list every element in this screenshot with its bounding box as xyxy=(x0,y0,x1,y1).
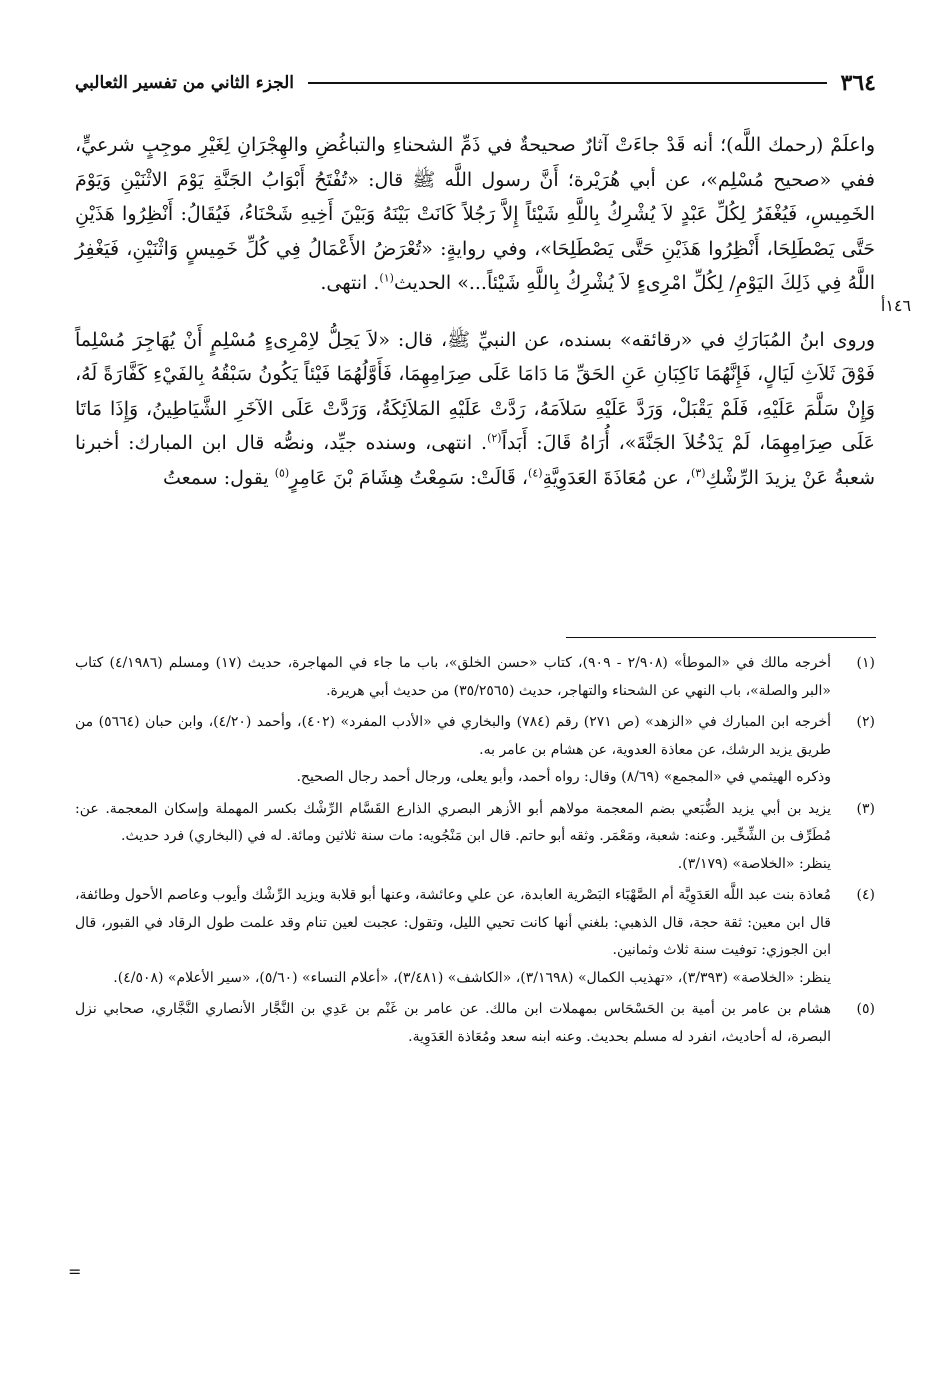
footnotes xyxy=(75,650,875,1055)
footnote-body xyxy=(75,650,831,705)
footnote-line: ينظر: «الخلاصة» (٣/٣٩٣)، «تهذيب الكمال» (٣/١٦٩٨)، «الكاشف» (٣/٤٨١)، «أعلام النساء» (٥/٦٠)، «سير الأعلام» (٤/٥٠٨). xyxy=(113,969,831,986)
footnote-body xyxy=(75,796,831,879)
footnote-number: (٣) xyxy=(856,800,875,817)
paragraph-2-cont: . انتهى، وسنده جيِّد، ونصُّه قال ابن المبارك: أخبرنا شعبةُ عَنْ يزيدَ الرِّشْكِ xyxy=(75,432,875,489)
footnote-line: يزيد بن أبي يزيد الضُّبَعي بضم المعجمة مولاهم أبو الأزهر البصري الذارع القَسَّام الرِّشْك بكسر المهملة وإسكان المعجمة. عن: مُطَرِّف بن الشِّخِّير. وعنه: شعبة، ومَعْمَر. وثقه أبو حاتم. قال ابن مَنْجُويه: مات سنة ثلاثين ومائة. له في (البخاري) فرد حديث. xyxy=(75,800,831,844)
note-ref-4: (٤) xyxy=(528,466,543,480)
footnote-line: مُعاذة بنت عبد اللَّه العَدَوِيَّة أم الصَّهْبَاء البَصْرية العابدة، عن علي وعائشة، وعنها أبو قلابة ويزيد الرِّشْك وأيوب وعاصم الأحول وطائفة، قال ابن معين: ثقة حجة، قال الذهبي: بلغني أنها كانت تحيي الليل، وتقول: عجبت لعين تنام وقد علمت طول الرقاد في القبور، قال ابن الجوزي: توفيت سنة ثلاث وثمانين. xyxy=(75,887,831,958)
footnote-line: أخرجه ابن المبارك في «الزهد» (ص ٢٧١) رقم (٧٨٤) والبخاري في «الأدب المفرد» (٤٠٢)، وأحمد (٤/٢٠)، وابن حبان (٥٦٦٤) من طريق يزيد الرشك، عن معاذة العدوية، عن هشام بن عامر به. xyxy=(75,714,831,758)
margin-manuscript-ref: ١٤٦أ xyxy=(880,296,912,315)
header-rule xyxy=(308,82,827,84)
footnote-number: (٢) xyxy=(856,714,875,730)
note-ref-2: (٢) xyxy=(487,431,502,445)
paragraph-1-end: انتهى. xyxy=(320,272,368,294)
footnote-1 xyxy=(75,650,875,705)
paragraph-1: واعلَمْ (رحمك اللَّه)؛ أنه قَدْ جاءَتْ آثارٌ صحيحةٌ في ذَمِّ الشحناءِ والتباغُضِ والهِجْرَانِ لِغَيْرِ موجِبٍ شرعيٍّ، ففي «صحيح مُسْلِم»، عن أبي هُرَيْرة؛ أَنَّ رسول اللَّه ﷺ قال: «تُفْتَحُ أَبْوَابُ الجَنَّةِ يَوْمَ الاثْنَيْنِ وَيَوْمَ الخَمِيسِ، فَيُغْفَرُ لِكُلِّ عَبْدٍ لاَ يُشْرِكُ بِاللَّهِ شَيْئاً إِلاَّ رَجُلاً كَانَتْ بَيْنَهُ وَبَيْنَ أَخِيهِ شَحْنَاءُ، فَيُقَالُ: أَنْظِرُوا هَذَيْنِ حَتَّى يَصْطَلِحَا، أَنْظِرُوا هَذَيْنِ حَتَّى يَصْطَلِحَا»، وفي روايةٍ: «تُعْرَضُ الأَعْمَالُ فِي كُلِّ خَمِيسٍ وَاثْنَيْنِ، فَيَغْفِرُ اللَّهُ فِي ذَلِكَ اليَوْمِ/ لِكُلِّ امْرِىءٍ لاَ يُشْرِكُ بِاللَّهِ شَيْئاً...» الحديث$^{(١)}$. انتهى. xyxy=(75,134,875,294)
footnote-number: (١) xyxy=(856,655,875,671)
footnote-number: (٥) xyxy=(856,1001,875,1017)
paragraph-2-cont-4: يقول: سمعتُ xyxy=(162,466,275,489)
note-ref-3: (٣) xyxy=(691,466,706,480)
footnote-4 xyxy=(75,882,875,992)
footnote-body xyxy=(75,996,831,1051)
note-ref-5: (٥) xyxy=(274,466,290,480)
paragraph-2-cont-2: ، عن مُعَاذَةَ العَدَوِيَّةِ xyxy=(542,466,692,489)
footnote-3 xyxy=(75,796,875,879)
continuation-mark: = xyxy=(68,1262,82,1281)
footnote-body xyxy=(75,709,831,792)
paragraph-1-text: واعلَمْ (رحمك اللَّه)؛ أنه قَدْ جاءَتْ آثارٌ صحيحةٌ في ذَمِّ الشحناءِ والتباغُضِ والهِجْرَانِ لِغَيْرِ موجِبٍ شرعيٍّ، ففي «صحيح مُسْلِم»، عن أبي هُرَيْرة؛ أَنَّ رسول اللَّه ﷺ قال: «تُفْتَحُ أَبْوَابُ الجَنَّةِ يَوْمَ الاثْنَيْنِ وَيَوْمَ الخَمِيسِ، فَيُغْفَرُ لِكُلِّ عَبْدٍ لاَ يُشْرِكُ بِاللَّهِ شَيْئاً إِلاَّ رَجُلاً كَانَتْ بَيْنَهُ وَبَيْنَ أَخِيهِ شَحْنَاءُ، فَيُقَالُ: أَنْظِرُوا هَذَيْنِ حَتَّى يَصْطَلِحَا، أَنْظِرُوا هَذَيْنِ حَتَّى يَصْطَلِحَا»، وفي روايةٍ: «تُعْرَضُ الأَعْمَالُ فِي كُلِّ خَمِيسٍ وَاثْنَيْنِ، فَيَغْفِرُ اللَّهُ فِي ذَلِكَ اليَوْمِ/ لِكُلِّ امْرِىءٍ لاَ يُشْرِكُ بِاللَّهِ شَيْئاً...» الحديث xyxy=(75,134,875,294)
paragraph-2-cont-3: ، قَالَتْ: سَمِعْتُ هِشَامَ بْنَ عَامِرٍ xyxy=(289,466,529,489)
page-number: ٣٦٤ xyxy=(840,70,876,96)
paragraph-2 xyxy=(75,323,875,496)
footnote-5 xyxy=(75,996,875,1051)
main-text xyxy=(75,128,875,495)
footnote-separator xyxy=(566,637,876,638)
footnote-line: ينظر: «الخلاصة» (٣/١٧٩). xyxy=(677,855,831,872)
footnote-line: أخرجه مالك في «الموطأ» (٢/٩٠٨ - ٩٠٩)، كتاب «حسن الخلق»، باب ما جاء في المهاجرة، حديث (١٧) ومسلم (٤/١٩٨٦) كتاب «البر والصلة»، باب النهي عن الشحناء والتهاجر، حديث (٣٥/٢٥٦٥) من حديث أبي هريرة. xyxy=(75,655,832,699)
paragraph-2-text: وروى ابنُ المُبَارَكِ في «رقائقه» بسنده، عن النبيِّ ﷺ، قال: «لاَ يَحِلُّ لاِمْرِىءٍ مُسْلِمٍ أَنْ يُهَاجِرَ مُسْلِماً فَوْقَ ثَلاَثِ لَيَالٍ، فَإِنَّهُمَا نَاكِبَانِ عَنِ الحَقِّ مَا دَامَا عَلَى صِرَامِهِمَا، فَأَوَّلُهُمَا فَيْئاً يَكُونُ سَبْقُهُ بِالفَيْءِ كَفَّارَةً لَهُ، وَإِنْ سَلَّمَ عَلَيْهِ، فَلَمْ يَقْبَلْ، وَرَدَّ عَلَيْهِ سَلاَمَهُ، رَدَّتْ عَلَيْهِ المَلاَئِكَةُ، وَرَدَّتْ عَلَى الآخَرِ الشَّيَاطِينُ، وَإِذَا مَاتَا عَلَى صِرَامِهِمَا، لَمْ يَدْخُلاَ الجَنَّةَ»، أُرَاهُ قَالَ: أَبَداً xyxy=(75,328,875,454)
footnote-body xyxy=(75,882,831,992)
footnote-line: هشام بن عامر بن أمية بن الحَسْحَاس بمهملات ابن مالك. عن عامر بن غَنْم بن عَدِي بن النَّجَّار الأنصاري النَّجَّاري، صحابي نزل البصرة، له أحاديث، انفرد له مسلم بحديث. وعنه ابنه سعد ومُعَاذة العَدَوِية. xyxy=(75,1001,831,1045)
running-header xyxy=(75,66,876,100)
footnote-2 xyxy=(75,709,875,792)
note-ref-1: (١) xyxy=(379,271,394,285)
footnote-line: وذكره الهيثمي في «المجمع» (٨/٦٩) وقال: رواه أحمد، وأبو يعلى، ورجال أحمد رجال الصحيح. xyxy=(296,769,831,785)
running-title: الجزء الثاني من تفسير الثعالبي xyxy=(75,73,294,93)
footnote-number: (٤) xyxy=(856,887,875,903)
